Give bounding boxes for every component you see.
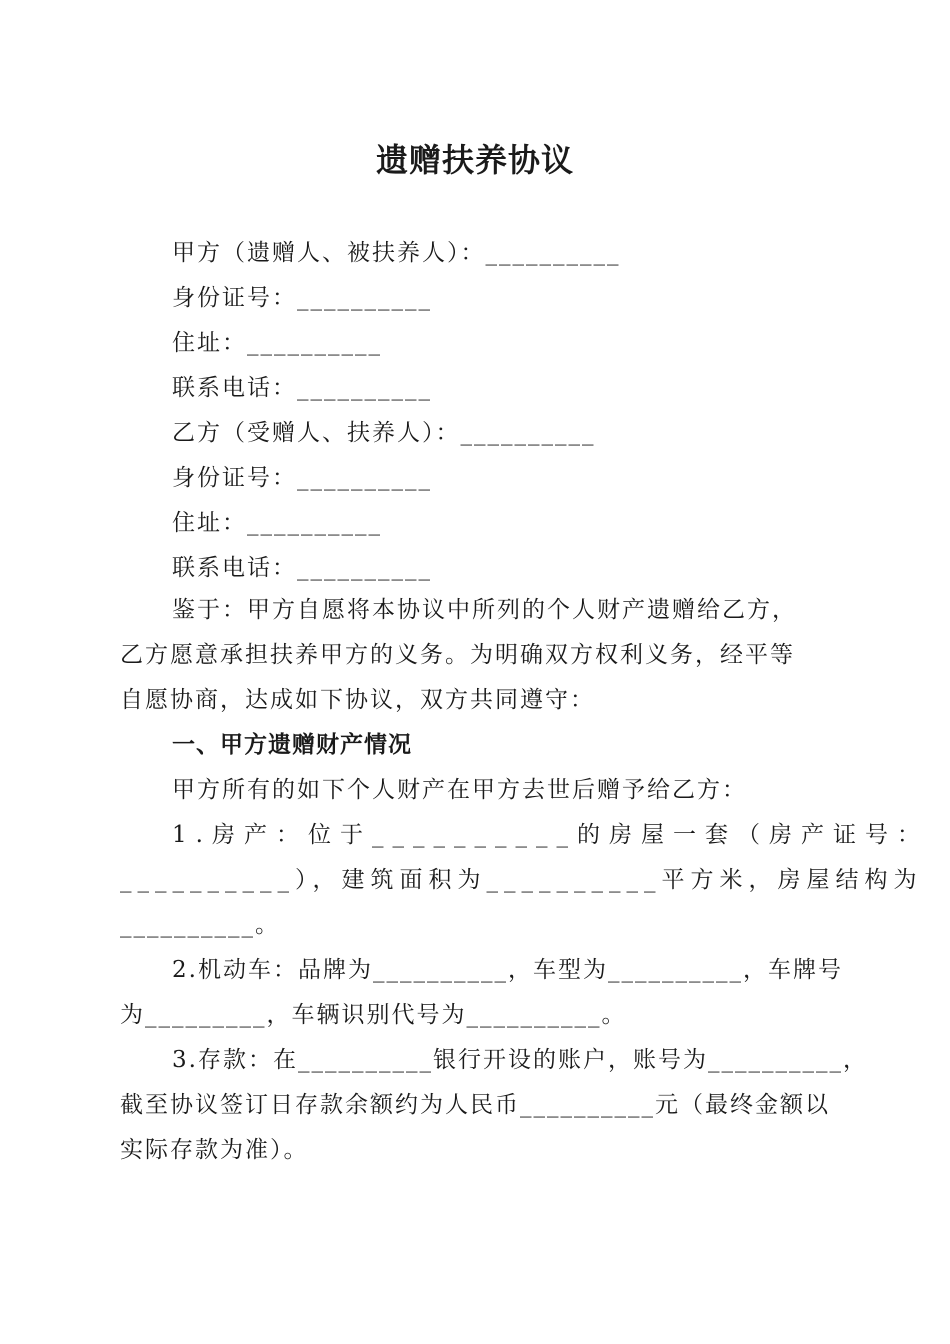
- preamble-line: 乙方愿意承担扶养甲方的义务。为明确双方权利义务，经平等: [120, 642, 795, 668]
- item-house-line: 1.房产：位于__________的房屋一套（房产证号：: [172, 822, 929, 848]
- party-a-id: 身份证号：__________: [172, 285, 432, 311]
- preamble-line: 鉴于：甲方自愿将本协议中所列的个人财产遗赠给乙方，: [172, 597, 797, 623]
- party-a-phone: 联系电话：__________: [172, 375, 432, 401]
- item-deposit-line: 截至协议签订日存款余额约为人民币__________元（最终金额以: [120, 1092, 830, 1118]
- section-intro: 甲方所有的如下个人财产在甲方去世后赠予给乙方：: [172, 777, 747, 803]
- section-heading: 一、甲方遗赠财产情况: [172, 732, 412, 758]
- preamble-line: 自愿协商，达成如下协议，双方共同遵守：: [120, 687, 595, 713]
- party-b-phone: 联系电话：__________: [172, 555, 432, 581]
- party-a-address: 住址：__________: [172, 330, 382, 356]
- item-deposit-line: 3.存款：在__________银行开设的账户，账号为__________，: [172, 1047, 868, 1073]
- item-vehicle-line: 2.机动车：品牌为__________，车型为__________，车牌号: [172, 957, 843, 983]
- party-b-label: 乙方（受赠人、扶养人）：__________: [172, 420, 596, 446]
- item-deposit-line: 实际存款为准）。: [120, 1137, 309, 1163]
- document-title: 遗赠扶养协议: [375, 141, 574, 179]
- party-b-id: 身份证号：__________: [172, 465, 432, 491]
- party-a-label: 甲方（遗赠人、被扶养人）：__________: [172, 240, 621, 266]
- item-house-line: __________。: [120, 912, 280, 938]
- item-house-line: __________），建筑面积为__________平方米，房屋结构为: [120, 867, 923, 893]
- party-b-address: 住址：__________: [172, 510, 382, 536]
- item-vehicle-line: 为_________，车辆识别代号为__________。: [120, 1002, 627, 1028]
